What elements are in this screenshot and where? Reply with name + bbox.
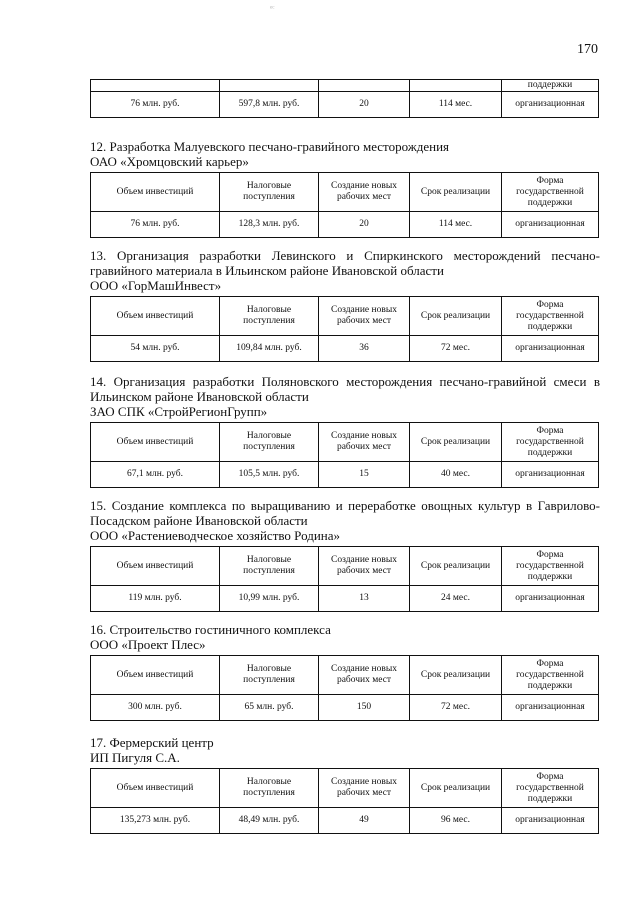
cell-taxes: 105,5 млн. руб. bbox=[220, 462, 319, 488]
cell-support: организационная bbox=[502, 462, 599, 488]
project-organization: ИП Пигуля С.А. bbox=[90, 750, 180, 765]
cell-investments: 135,273 млн. руб. bbox=[91, 808, 220, 834]
cell-term: 114 мес. bbox=[410, 212, 502, 238]
project-title: 14. Организация разработки Поляновского месторождения песчано-гравийной смеси в Ильинском районе Ивановской области bbox=[90, 374, 600, 404]
header-taxes: Налоговые поступления bbox=[220, 297, 319, 336]
cell-term: 24 мес. bbox=[410, 586, 502, 612]
project-organization: ООО «Проект Плес» bbox=[90, 637, 206, 652]
header-term: Срок реализации bbox=[410, 769, 502, 808]
cell-support: организационная bbox=[502, 586, 599, 612]
cell-investments: 54 млн. руб. bbox=[91, 336, 220, 362]
header-investments: Объем инвестиций bbox=[91, 423, 220, 462]
header-investments: Объем инвестиций bbox=[91, 547, 220, 586]
header-taxes: Налоговые поступления bbox=[220, 656, 319, 695]
cell-support: организационная bbox=[502, 92, 599, 118]
cell-investments: 76 млн. руб. bbox=[91, 212, 220, 238]
header-support: Форма государственной поддержки bbox=[502, 423, 599, 462]
project-organization: ОАО «Хромцовский карьер» bbox=[90, 154, 249, 169]
header-support: Форма государственной поддержки bbox=[502, 297, 599, 336]
project-title: 12. Разработка Малуевского песчано-гравийного месторождения bbox=[90, 139, 450, 154]
header-term: Срок реализации bbox=[410, 297, 502, 336]
project-section bbox=[90, 622, 600, 721]
scan-artifact: ᵉᶜ bbox=[270, 3, 275, 13]
table-header-row bbox=[91, 547, 599, 586]
header-jobs: Создание новых рабочих мест bbox=[319, 769, 410, 808]
header-term: Срок реализации bbox=[410, 173, 502, 212]
cell-jobs: 36 bbox=[319, 336, 410, 362]
header-support: Форма государственной поддержки bbox=[502, 769, 599, 808]
cell-taxes: 65 млн. руб. bbox=[220, 695, 319, 721]
cell-taxes: 128,3 млн. руб. bbox=[220, 212, 319, 238]
table-row bbox=[91, 586, 599, 612]
cell-support: организационная bbox=[502, 695, 599, 721]
project-title: 17. Фермерский центр bbox=[90, 735, 214, 750]
project-section bbox=[90, 498, 600, 612]
project-section bbox=[90, 248, 600, 362]
header-jobs: Создание новых рабочих мест bbox=[319, 656, 410, 695]
page-number: 170 bbox=[577, 42, 598, 57]
cell-jobs: 20 bbox=[319, 92, 410, 118]
project-organization: ООО «Растениеводческое хозяйство Родина» bbox=[90, 528, 341, 543]
header-investments: Объем инвестиций bbox=[91, 173, 220, 212]
header-support: Форма государственной поддержки bbox=[502, 656, 599, 695]
project-table bbox=[90, 172, 599, 238]
cell-taxes: 48,49 млн. руб. bbox=[220, 808, 319, 834]
header-taxes: Налоговые поступления bbox=[220, 769, 319, 808]
table-row bbox=[91, 336, 599, 362]
cell-taxes: 10,99 млн. руб. bbox=[220, 586, 319, 612]
project-table bbox=[90, 296, 599, 362]
header-investments: Объем инвестиций bbox=[91, 769, 220, 808]
cell-term: 72 мес. bbox=[410, 695, 502, 721]
project-title: 16. Строительство гостиничного комплекса bbox=[90, 622, 331, 637]
project-table bbox=[90, 655, 599, 721]
cell-term: 114 мес. bbox=[410, 92, 502, 118]
cell-jobs: 20 bbox=[319, 212, 410, 238]
cell-term: 40 мес. bbox=[410, 462, 502, 488]
cell-investments: 76 млн. руб. bbox=[91, 92, 220, 118]
cell-support: организационная bbox=[502, 212, 599, 238]
cell-jobs: 150 bbox=[319, 695, 410, 721]
header-support: Форма государственной поддержки bbox=[502, 547, 599, 586]
header-investments: Объем инвестиций bbox=[91, 656, 220, 695]
table-header-row bbox=[91, 656, 599, 695]
table-row bbox=[91, 462, 599, 488]
cell-investments: 67,1 млн. руб. bbox=[91, 462, 220, 488]
header-taxes: Налоговые поступления bbox=[220, 423, 319, 462]
header-taxes: Налоговые поступления bbox=[220, 173, 319, 212]
header-jobs: Создание новых рабочих мест bbox=[319, 547, 410, 586]
table-header-row bbox=[91, 173, 599, 212]
project-organization: ЗАО СПК «СтройРегионГрупп» bbox=[90, 404, 268, 419]
project-table bbox=[90, 546, 599, 612]
cell-taxes: 109,84 млн. руб. bbox=[220, 336, 319, 362]
continued-table bbox=[90, 79, 599, 118]
project-title: 13. Организация разработки Левинского и Спиркинского месторождений песчано-гравийного материала в Ильинском районе Ивановской области bbox=[90, 248, 600, 278]
cell-investments: 119 млн. руб. bbox=[91, 586, 220, 612]
table-row bbox=[91, 212, 599, 238]
header-term: Срок реализации bbox=[410, 656, 502, 695]
cell-support: организационная bbox=[502, 808, 599, 834]
project-table bbox=[90, 768, 599, 834]
header-support-tail: поддержки bbox=[502, 80, 599, 92]
header-term: Срок реализации bbox=[410, 547, 502, 586]
header-support: Форма государственной поддержки bbox=[502, 173, 599, 212]
cell-support: организационная bbox=[502, 336, 599, 362]
table-header-row bbox=[91, 297, 599, 336]
cell-term: 72 мес. bbox=[410, 336, 502, 362]
header-investments: Объем инвестиций bbox=[91, 297, 220, 336]
project-section bbox=[90, 374, 600, 488]
project-table bbox=[90, 422, 599, 488]
header-taxes: Налоговые поступления bbox=[220, 547, 319, 586]
project-title: 15. Создание комплекса по выращиванию и переработке овощных культур в Гаврилово-Посадском районе Ивановской области bbox=[90, 498, 600, 528]
cell-investments: 300 млн. руб. bbox=[91, 695, 220, 721]
table-row bbox=[91, 808, 599, 834]
project-section bbox=[90, 139, 600, 238]
cell-jobs: 15 bbox=[319, 462, 410, 488]
cell-term: 96 мес. bbox=[410, 808, 502, 834]
header-term: Срок реализации bbox=[410, 423, 502, 462]
project-organization: ООО «ГорМашИнвест» bbox=[90, 278, 222, 293]
cell-jobs: 49 bbox=[319, 808, 410, 834]
cell-jobs: 13 bbox=[319, 586, 410, 612]
cell-taxes: 597,8 млн. руб. bbox=[220, 92, 319, 118]
header-jobs: Создание новых рабочих мест bbox=[319, 173, 410, 212]
table-row bbox=[91, 695, 599, 721]
table-row bbox=[91, 92, 599, 118]
header-jobs: Создание новых рабочих мест bbox=[319, 423, 410, 462]
header-jobs: Создание новых рабочих мест bbox=[319, 297, 410, 336]
table-header-row bbox=[91, 769, 599, 808]
table-header-row bbox=[91, 423, 599, 462]
project-section bbox=[90, 735, 600, 834]
table-header-row bbox=[91, 80, 599, 92]
